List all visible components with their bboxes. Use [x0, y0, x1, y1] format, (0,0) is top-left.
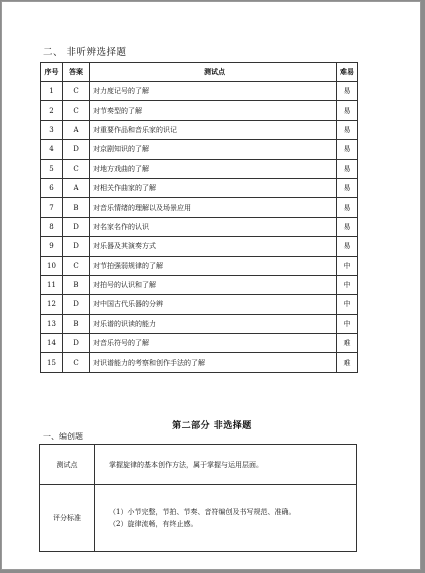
- cell-no: 4: [41, 140, 63, 159]
- header-no: 序号: [41, 63, 63, 82]
- cell-answer: D: [63, 237, 90, 256]
- part-title: 第二部分 非选择题: [172, 421, 252, 431]
- header-test-point: 测试点: [90, 63, 337, 82]
- table-row: [41, 82, 358, 101]
- scoring-value: [95, 485, 357, 552]
- cell-answer: C: [63, 82, 90, 101]
- scoring-line-1: （1）小节完整，节拍、节奏、音符编创及书写规范、准确。: [109, 508, 296, 516]
- cell-test-point: 对节拍强弱规律的了解: [90, 256, 337, 275]
- cell-no: 15: [41, 353, 63, 372]
- cell-test-point: 对中国古代乐器的分辨: [90, 295, 337, 314]
- cell-difficulty: 易: [337, 237, 358, 256]
- cell-answer: C: [63, 256, 90, 275]
- header-answer: 答案: [63, 63, 90, 82]
- criteria-row-scoring: [40, 485, 357, 552]
- cell-test-point: 对京剧知识的了解: [90, 140, 337, 159]
- document-page: [1, 1, 421, 570]
- cell-no: 2: [41, 101, 63, 120]
- cell-difficulty: 易: [337, 217, 358, 236]
- table-row: [41, 178, 358, 197]
- cell-test-point: 对相关作曲家的了解: [90, 178, 337, 197]
- cell-no: 12: [41, 295, 63, 314]
- cell-answer: C: [63, 353, 90, 372]
- table-row: [41, 198, 358, 217]
- table-row: [41, 217, 358, 236]
- cell-answer: D: [63, 334, 90, 353]
- cell-difficulty: 易: [337, 101, 358, 120]
- table-row: [41, 140, 358, 159]
- cell-no: 13: [41, 314, 63, 333]
- cell-answer: D: [63, 295, 90, 314]
- cell-difficulty: 易: [337, 198, 358, 217]
- scoring-label: 评分标准: [40, 485, 95, 552]
- cell-no: 5: [41, 159, 63, 178]
- cell-difficulty: 易: [337, 178, 358, 197]
- cell-answer: A: [63, 120, 90, 139]
- cell-test-point: 对拍号的认识和了解: [90, 275, 337, 294]
- cell-no: 6: [41, 178, 63, 197]
- cell-difficulty: 难: [337, 353, 358, 372]
- cell-difficulty: 易: [337, 82, 358, 101]
- cell-test-point: 对音乐符号的了解: [90, 334, 337, 353]
- header-difficulty: 难易: [337, 63, 358, 82]
- table-row: [41, 256, 358, 275]
- cell-answer: B: [63, 275, 90, 294]
- cell-test-point: 对名家名作的认识: [90, 217, 337, 236]
- cell-difficulty: 易: [337, 140, 358, 159]
- cell-no: 11: [41, 275, 63, 294]
- table-row: [41, 295, 358, 314]
- table-row: [41, 353, 358, 372]
- cell-test-point: 对识谱能力的考察和创作手法的了解: [90, 353, 337, 372]
- sub-title: 一、编创题: [43, 432, 83, 441]
- test-point-value: 掌握旋律的基本创作方法，属于掌握与运用层面。: [95, 445, 357, 485]
- table-row: [41, 237, 358, 256]
- section-title: 二、 非听辨选择题: [43, 47, 127, 58]
- cell-no: 3: [41, 120, 63, 139]
- cell-answer: B: [63, 198, 90, 217]
- scoring-line-2: （2）旋律流畅，有终止感。: [109, 520, 198, 528]
- criteria-table: [39, 444, 357, 552]
- cell-answer: D: [63, 217, 90, 236]
- table-row: [41, 120, 358, 139]
- cell-no: 7: [41, 198, 63, 217]
- cell-difficulty: 中: [337, 295, 358, 314]
- cell-no: 10: [41, 256, 63, 275]
- table-row: [41, 101, 358, 120]
- table-row: [41, 334, 358, 353]
- cell-test-point: 对乐器及其演奏方式: [90, 237, 337, 256]
- table-row: [41, 159, 358, 178]
- cell-answer: A: [63, 178, 90, 197]
- cell-test-point: 对乐谱的识读的能力: [90, 314, 337, 333]
- cell-test-point: 对音乐情绪的理解以及场景应用: [90, 198, 337, 217]
- cell-test-point: 对力度记号的了解: [90, 82, 337, 101]
- table-row: [41, 275, 358, 294]
- cell-no: 9: [41, 237, 63, 256]
- answer-table: [40, 62, 358, 373]
- cell-difficulty: 中: [337, 314, 358, 333]
- criteria-row-test-point: [40, 445, 357, 485]
- cell-difficulty: 中: [337, 275, 358, 294]
- cell-test-point: 对重要作品和音乐家的识记: [90, 120, 337, 139]
- cell-no: 8: [41, 217, 63, 236]
- cell-answer: D: [63, 140, 90, 159]
- cell-difficulty: 中: [337, 256, 358, 275]
- cell-no: 14: [41, 334, 63, 353]
- cell-answer: C: [63, 159, 90, 178]
- cell-test-point: 对节奏型的了解: [90, 101, 337, 120]
- cell-test-point: 对地方戏曲的了解: [90, 159, 337, 178]
- cell-answer: B: [63, 314, 90, 333]
- test-point-label: 测试点: [40, 445, 95, 485]
- answer-table-body: [41, 82, 358, 373]
- cell-difficulty: 难: [337, 334, 358, 353]
- table-row: [41, 314, 358, 333]
- answer-table-header: [41, 63, 358, 82]
- cell-answer: C: [63, 101, 90, 120]
- cell-difficulty: 易: [337, 120, 358, 139]
- cell-no: 1: [41, 82, 63, 101]
- cell-difficulty: 易: [337, 159, 358, 178]
